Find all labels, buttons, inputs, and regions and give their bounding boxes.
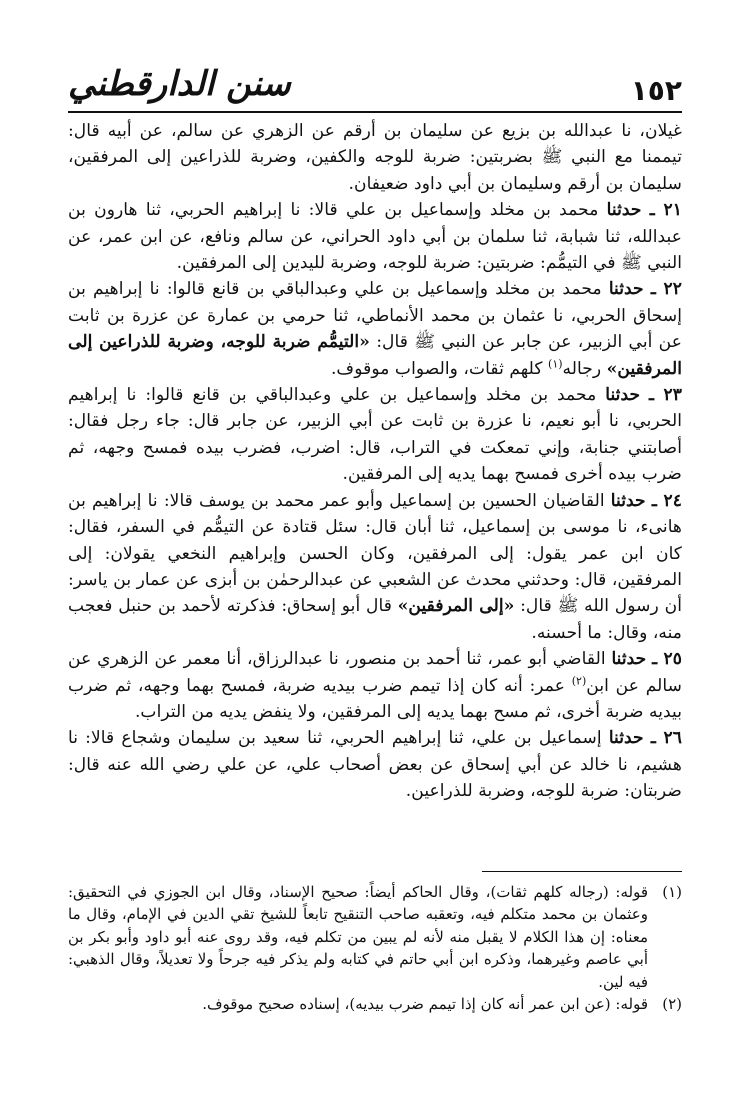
footnote-marker: (١) (662, 883, 682, 901)
hadith-text: محمد بن مخلد وإسماعيل بن علي قالا: نا إبراهيم الحربي، ثنا هارون بن عبدالله، ثنا شبابة، ثنا سلمان بن أبي داود الحراني، عن سالم ونافع، عن ابن عمر، عن النبي ﷺ في التيمُّم: ضربتين: ضربة للوجه، وضربة لليدين إلى المرفقين. (68, 200, 682, 274)
hadith-keyword: حدثنا (608, 279, 644, 300)
hadith-number: ٢٣ ـ (649, 385, 682, 406)
hadith-keyword: حدثنا (610, 490, 646, 511)
hadith-paragraph (68, 382, 682, 488)
hadith-text: القاضي أبو عمر، ثنا أحمد بن منصور، نا عبدالرزاق، أنا معمر عن الزهري عن سالم عن ابن (68, 649, 683, 696)
footnote-reference[interactable]: (٢) (571, 673, 587, 687)
hadith-quote: «التيمُّم ضربة للوجه، وضربة للذراعين إلى المرفقين» (68, 332, 682, 379)
hadith-number: ٢٦ ـ (650, 728, 683, 749)
hadith-text: كلهم ثقات، والصواب موقوف. (330, 358, 543, 379)
hadith-text: عمر: أنه كان إذا تيمم ضرب بيديه ضربة، فمسح بهما وجهه، ثم ضرب بيديه ضربة أخرى، ثم مسح بهما يديه إلى المرفقين، ولا ينفض يديه من التراب. (68, 675, 682, 722)
footnote-marker: (٢) (662, 995, 682, 1014)
hadith-number: ٢٢ ـ (650, 279, 682, 300)
footnote-divider (482, 871, 682, 872)
hadith-paragraph (68, 725, 682, 804)
footnote-item (68, 881, 682, 993)
page-header (68, 62, 682, 112)
page-number: ١٥٢ (630, 74, 682, 107)
header-divider (68, 111, 682, 113)
hadith-paragraph (68, 118, 682, 197)
footnotes (68, 881, 682, 1015)
hadith-text: غيلان، نا عبدالله بن بزيع عن سليمان بن أرقم عن الزهري عن سالم، عن أبيه قال: تيممنا مع النبي ﷺ بضربتين: ضربة للوجه والكفين، وضربة للذراعين إلى المرفقين، سليمان بن أرقم وسليمان بن أبي داود ضعيفان. (68, 121, 682, 194)
hadith-text: محمد بن مخلد وإسماعيل بن علي وعبدالباقي بن قانع قالوا: نا إبراهيم الحربي، نا أبو نعيم، نا عزرة بن ثابت عن أبي الزبير، عن جابر قال: جاء رجل فقال: أصابتني جنابة، وإني تمعكت في التراب، قال: اضرب، فضرب بيده فمسح وجهه، ثم ضرب بيده أخرى فمسح بهما يديه إلى المرفقين. (68, 385, 682, 485)
hadith-number: ٢١ ـ (649, 200, 682, 221)
hadith-keyword: حدثنا (611, 649, 647, 670)
footnote-item (68, 993, 682, 1015)
hadith-text: قال أبو إسحاق: فذكرته لأحمد بن حنبل فعجب منه، وقال: ما أحسنه. (68, 596, 682, 643)
hadith-keyword: حدثنا (608, 728, 644, 749)
hadith-paragraph (68, 488, 682, 646)
hadith-text: رجاله (562, 358, 602, 379)
main-text (68, 118, 682, 805)
hadith-text: محمد بن مخلد وإسماعيل بن علي وعبدالباقي بن قانع قالوا: نا إبراهيم بن إسحاق الحربي، نا عثمان بن محمد الأنماطي، ثنا حرمي بن عمارة عن عزرة بن ثابت عن أبي الزبير، عن جابر عن النبي ﷺ قال: (68, 279, 682, 353)
footnote-text: قوله: (عن ابن عمر أنه كان إذا تيمم ضرب بيديه)، إسناده صحيح موقوف. (202, 995, 648, 1014)
footnote-reference[interactable]: (١) (548, 356, 563, 370)
hadith-keyword: حدثنا (605, 385, 641, 406)
hadith-paragraph (68, 276, 682, 382)
hadith-text: القاضيان الحسين بن إسماعيل وأبو عمر محمد بن يوسف قالا: نا إبراهيم بن هانىء، نا موسى بن إسماعيل، ثنا أبان قال: سئل قتادة عن التيمُّم في السفر، فقال: كان ابن عمر يقول: إلى المرفقين، وكان الحسن وإبراهيم النخعي يقولان: إلى المرفقين، قال: وحدثني محدث عن الشعبي عن عبدالرحمٰن بن أبزى عن عمار بن ياسر: أن رسول الله ﷺ قال: (68, 490, 682, 617)
hadith-paragraph (68, 646, 682, 725)
hadith-number: ٢٥ ـ (652, 649, 682, 670)
hadith-quote: «إلى المرفقين» (397, 596, 515, 617)
hadith-paragraph (68, 197, 682, 276)
hadith-number: ٢٤ ـ (651, 490, 682, 511)
hadith-keyword: حدثنا (606, 200, 642, 221)
book-title: سنن الدارقطني (68, 64, 291, 104)
hadith-text: إسماعيل بن علي، ثنا إبراهيم الحربي، ثنا سعيد بن سليمان وشجاع قالا: نا هشيم، نا خالد عن أبي إسحاق عن بعض أصحاب علي، عن علي رضي الله عنه قال: ضربتان: ضربة للوجه، وضربة للذراعين. (68, 728, 682, 802)
footnote-text: قوله: (رجاله كلهم ثقات)، وقال الحاكم أيضاً: صحيح الإسناد، وقال ابن الجوزي في التحقيق: وعثمان بن محمد متكلم فيه، وتعقبه صاحب التنقيح تابعاً للشيخ تقي الدين في الإمام، وقال ما معناه: إن هذا الكلام لا يقبل منه لأنه لم يبين من تكلم فيه، وقد روى عنه أبو داود وأبو بكر بن أبي عاصم وغيرهما، وذكره ابن أبي حاتم في كتابه ولم يذكر فيه جرحاً ولا تعديلاً، وقال الذهبي: فيه لين. (68, 883, 648, 991)
